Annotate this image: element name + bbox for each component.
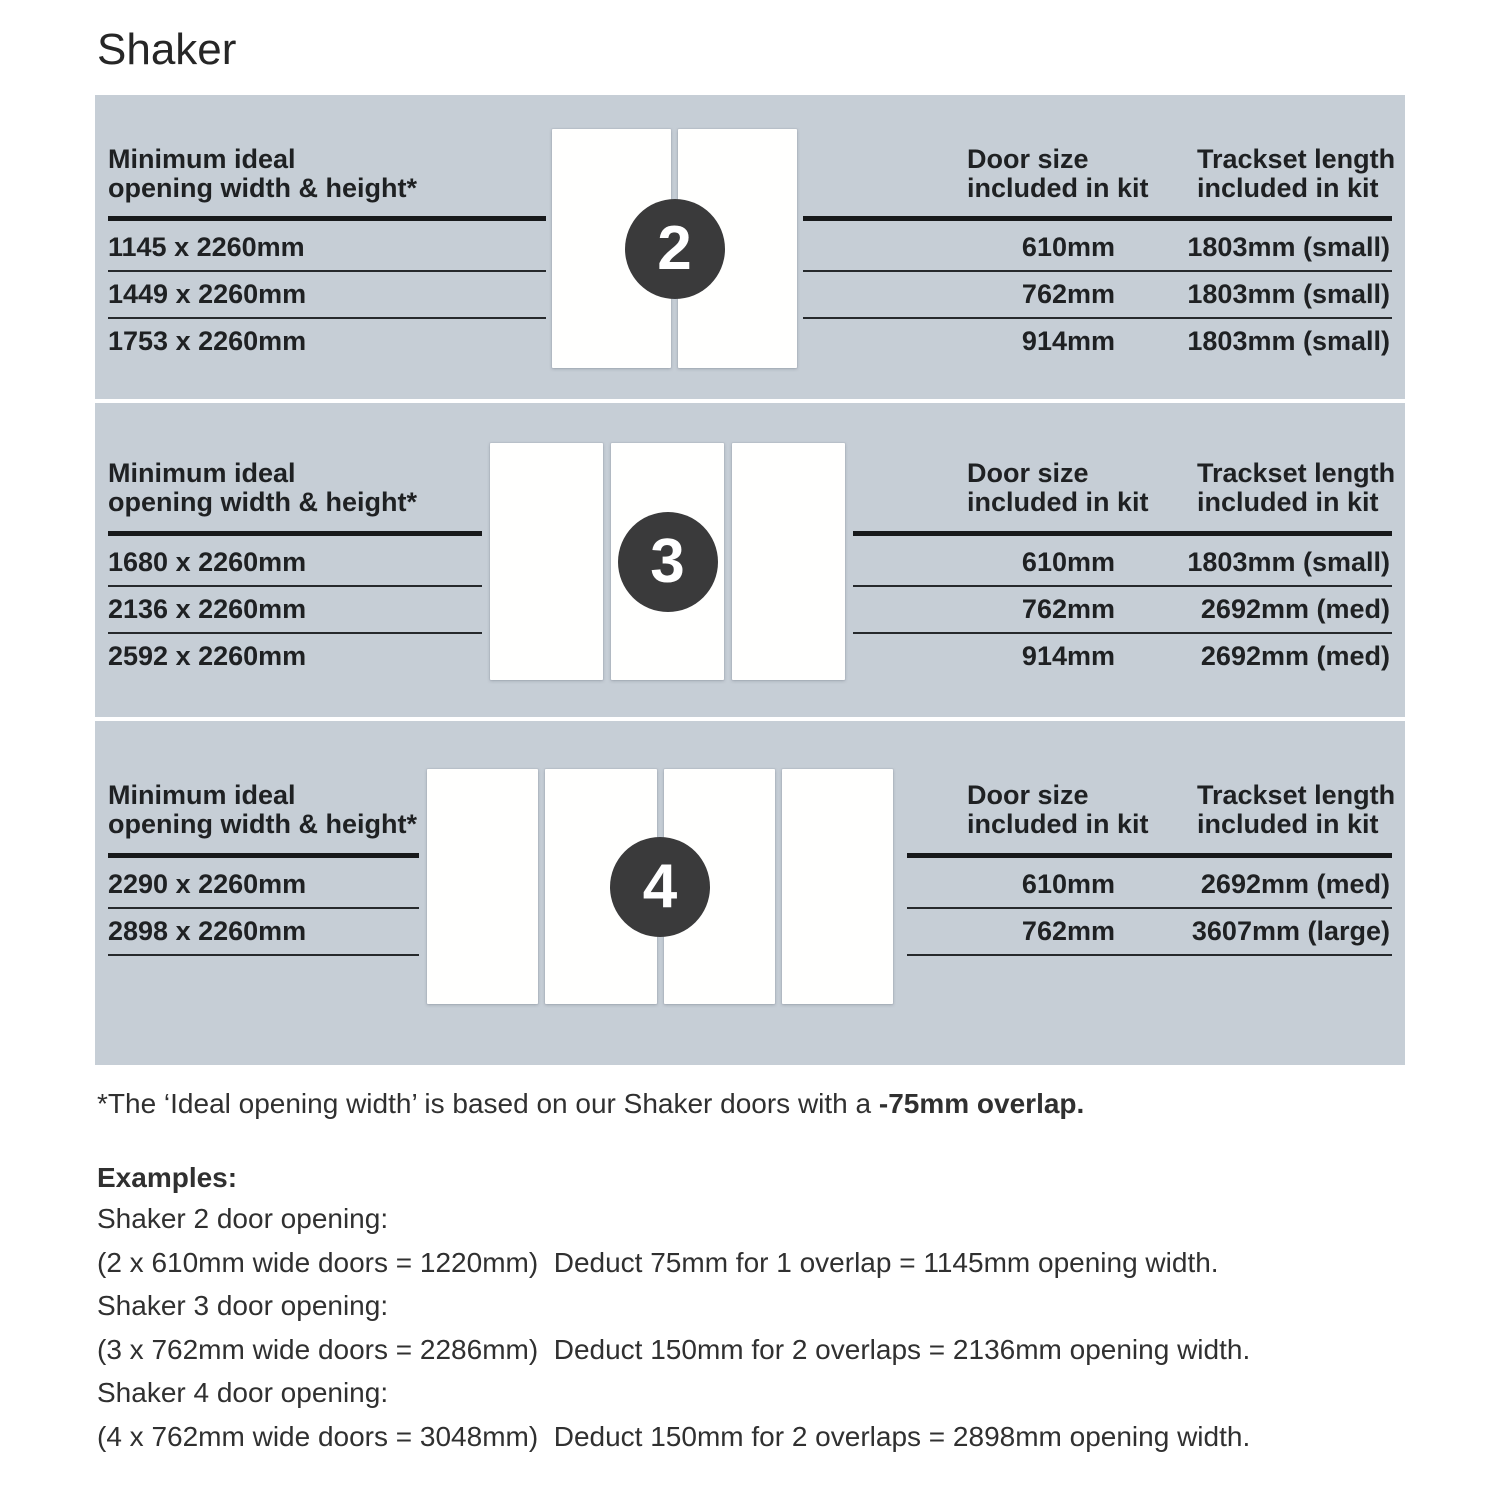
kit-row — [803, 319, 1392, 366]
opening-size-row: 1680 x 2260mm — [108, 540, 482, 587]
door-size-header-line2: included in kit — [967, 809, 1149, 839]
opening-size-row: 1145 x 2260mm — [108, 225, 546, 272]
example-line: (2 x 610mm wide doors = 1220mm) Deduct 75mm for 1 overlap = 1145mm opening width. — [97, 1246, 1219, 1278]
page-title: Shaker — [97, 25, 237, 74]
examples-heading: Examples: — [97, 1162, 238, 1193]
opening-column-header — [108, 781, 417, 839]
spec-section-4-door — [95, 721, 1405, 1065]
door-panel — [732, 443, 845, 680]
door-diagram-4 — [427, 769, 893, 1004]
opening-column-header-line2: opening width & height* — [108, 487, 417, 517]
trackset-header-line2: included in kit — [1197, 173, 1379, 203]
kit-row — [853, 587, 1392, 634]
door-size-column-header — [967, 459, 1149, 517]
kit-row — [907, 909, 1392, 956]
opening-column-header-line1: Minimum ideal — [108, 780, 296, 810]
door-size-value: 914mm — [1021, 641, 1115, 671]
door-count-badge: 3 — [618, 512, 718, 612]
spec-section-2-door — [95, 95, 1405, 399]
opening-size-row: 2290 x 2260mm — [108, 862, 419, 909]
opening-size-row: 2136 x 2260mm — [108, 587, 482, 634]
footnote-overlap-bold: -75mm overlap. — [878, 1088, 1085, 1119]
door-panel — [782, 769, 893, 1004]
kit-row — [803, 272, 1392, 319]
trackset-header-line2: included in kit — [1197, 487, 1379, 517]
trackset-column-header — [1197, 145, 1395, 203]
trackset-header-line1: Trackset length — [1197, 144, 1396, 174]
trackset-column-header — [1197, 459, 1395, 517]
trackset-header-line1: Trackset length — [1197, 780, 1396, 810]
examples-list — [97, 1197, 1250, 1458]
door-size-header-line1: Door size — [967, 144, 1089, 174]
trackset-length-value: 1803mm (small) — [1187, 232, 1390, 262]
kit-row — [803, 225, 1392, 272]
trackset-column-header — [1197, 781, 1395, 839]
door-diagram-3 — [490, 443, 845, 680]
example-line: Shaker 3 door opening: — [97, 1290, 389, 1321]
opening-column-header-line2: opening width & height* — [108, 173, 417, 203]
opening-sizes-list — [108, 531, 482, 681]
opening-column-header — [108, 145, 417, 203]
door-diagram-2 — [552, 129, 797, 368]
door-size-value: 610mm — [1021, 547, 1115, 577]
door-count-badge: 4 — [610, 837, 710, 937]
example-line: (3 x 762mm wide doors = 2286mm) Deduct 150mm for 2 overlaps = 2136mm opening width. — [97, 1333, 1251, 1365]
kit-row — [853, 540, 1392, 587]
example-line: Shaker 4 door opening: — [97, 1377, 389, 1408]
trackset-length-value: 1803mm (small) — [1187, 326, 1390, 356]
door-size-header-line1: Door size — [967, 458, 1089, 488]
kit-row — [907, 862, 1392, 909]
kit-table — [907, 853, 1392, 956]
trackset-length-value: 2692mm (med) — [1200, 641, 1390, 671]
opening-column-header-line1: Minimum ideal — [108, 144, 296, 174]
trackset-header-line1: Trackset length — [1197, 458, 1396, 488]
trackset-length-value: 2692mm (med) — [1200, 869, 1390, 899]
opening-sizes-list — [108, 216, 546, 366]
door-panel — [490, 443, 603, 680]
example-line: (4 x 762mm wide doors = 3048mm) Deduct 150mm for 2 overlaps = 2898mm opening width. — [97, 1420, 1251, 1452]
door-count-badge: 2 — [625, 199, 725, 299]
kit-table — [803, 216, 1392, 366]
trackset-length-value: 3607mm (large) — [1191, 916, 1390, 946]
door-size-header-line2: included in kit — [967, 487, 1149, 517]
trackset-length-value: 1803mm (small) — [1187, 547, 1390, 577]
door-size-header-line2: included in kit — [967, 173, 1149, 203]
footnote-text: *The ‘Ideal opening width’ is based on our Shaker doors with a — [97, 1088, 879, 1119]
door-panel — [427, 769, 538, 1004]
opening-column-header — [108, 459, 417, 517]
trackset-length-value: 2692mm (med) — [1200, 594, 1390, 624]
opening-column-header-line2: opening width & height* — [108, 809, 417, 839]
opening-size-row: 2898 x 2260mm — [108, 909, 419, 956]
door-size-value: 762mm — [1021, 279, 1115, 309]
door-size-column-header — [967, 781, 1149, 839]
door-size-column-header — [967, 145, 1149, 203]
spec-section-3-door — [95, 403, 1405, 717]
door-size-value: 762mm — [1021, 594, 1115, 624]
spec-panel — [95, 95, 1405, 1065]
opening-size-row: 1449 x 2260mm — [108, 272, 546, 319]
trackset-length-value: 1803mm (small) — [1187, 279, 1390, 309]
door-size-value: 914mm — [1021, 326, 1115, 356]
door-size-value: 762mm — [1021, 916, 1115, 946]
opening-size-row: 1753 x 2260mm — [108, 326, 307, 356]
trackset-header-line2: included in kit — [1197, 809, 1379, 839]
door-size-header-line1: Door size — [967, 780, 1089, 810]
door-size-value: 610mm — [1021, 869, 1115, 899]
footnote — [97, 1088, 1084, 1120]
example-line: Shaker 2 door opening: — [97, 1203, 389, 1234]
kit-table — [853, 531, 1392, 681]
door-size-value: 610mm — [1021, 232, 1115, 262]
opening-sizes-list — [108, 853, 419, 956]
opening-size-row: 2592 x 2260mm — [108, 641, 307, 671]
kit-row — [853, 634, 1392, 681]
opening-column-header-line1: Minimum ideal — [108, 458, 296, 488]
